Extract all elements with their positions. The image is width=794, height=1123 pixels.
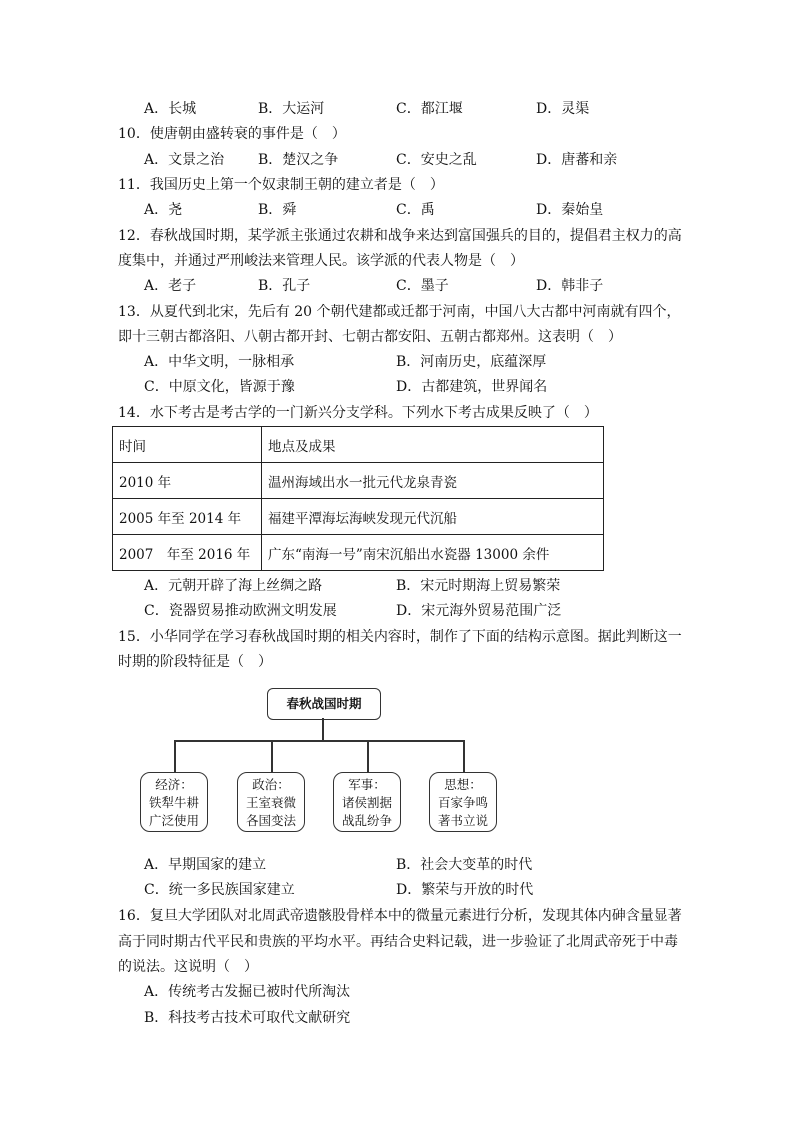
diagram-connector <box>367 740 369 772</box>
table-header-place: 地点及成果 <box>262 427 604 463</box>
table-row <box>113 535 604 571</box>
table-row <box>113 499 604 535</box>
box-line: 王室衰微 <box>245 795 296 810</box>
q9-option-d: D．灵渠 <box>536 101 590 117</box>
q10-option-b: B．楚汉之争 <box>258 152 339 168</box>
q9-option-b: B．大运河 <box>258 101 325 117</box>
q16-stem-line-3: 的说法。这说明（ ） <box>118 959 258 975</box>
q12-stem-line-1: 12．春秋战国时期，某学派主张通过农耕和战争来达到富国强兵的目的，提倡君主权力的高 <box>118 228 682 244</box>
q14-stem: 14．水下考古是考古学的一门新兴分支学科。下列水下考古成果反映了（ ） <box>118 405 598 421</box>
box-heading: 军事： <box>348 777 386 792</box>
box-line: 战乱纷争 <box>341 813 392 828</box>
q13-option-c: C．中原文化，皆源于豫 <box>144 379 295 395</box>
diagram-box-economy <box>140 772 208 832</box>
diagram-connector <box>463 740 465 772</box>
q13-option-b: B．河南历史，底蕴深厚 <box>396 354 547 370</box>
q12-option-b: B．孔子 <box>258 278 311 294</box>
q13-stem-line-2: 即十三朝古都洛阳、八朝古都开封、七朝古都安阳、五朝古都郑州。这表明（ ） <box>118 329 622 345</box>
q9-option-a: A．长城 <box>144 101 197 117</box>
q15-option-d: D．繁荣与开放的时代 <box>396 882 534 898</box>
q15-option-a: A．早期国家的建立 <box>144 857 267 873</box>
q16-stem-line-1: 16．复旦大学团队对北周武帝遗骸股骨样本中的微量元素进行分析，发现其体内砷含量显著 <box>118 908 682 924</box>
table-cell: 温州海域出水一批元代龙泉青瓷 <box>262 463 604 499</box>
q14-option-b: B．宋元时期海上贸易繁荣 <box>396 578 561 594</box>
diagram-connector <box>271 740 273 772</box>
diagram-connector <box>174 740 464 742</box>
diagram-box-thought <box>429 772 497 832</box>
diagram-box-politics <box>237 772 305 832</box>
table-cell: 2010 年 <box>113 463 262 499</box>
q14-table <box>112 426 604 571</box>
q14-option-c: C．瓷器贸易推动欧洲文明发展 <box>144 603 337 619</box>
box-heading: 思想： <box>444 777 482 792</box>
q15-option-b: B．社会大变革的时代 <box>396 857 533 873</box>
table-header-time: 时间 <box>113 427 262 463</box>
q11-option-a: A．尧 <box>144 202 183 218</box>
q12-option-a: A．老子 <box>144 278 197 294</box>
q11-stem: 11．我国历史上第一个奴隶制王朝的建立者是（ ） <box>118 177 444 193</box>
table-cell: 2007 年至 2016 年 <box>113 535 262 571</box>
q12-option-d: D．韩非子 <box>536 278 604 294</box>
box-line: 诸侯割据 <box>341 795 392 810</box>
structure-diagram <box>130 688 510 838</box>
q15-stem-line-2: 时期的阶段特征是（ ） <box>118 654 272 670</box>
q11-option-b: B．舜 <box>258 202 297 218</box>
diagram-connector <box>174 740 176 772</box>
q10-stem: 10．使唐朝由盛转衰的事件是（ ） <box>118 126 346 142</box>
box-heading: 政治： <box>252 777 290 792</box>
q12-option-c: C．墨子 <box>396 278 449 294</box>
table-row <box>113 463 604 499</box>
q13-option-a: A．中华文明，一脉相承 <box>144 354 295 370</box>
q13-option-d: D．古都建筑，世界闻名 <box>396 379 548 395</box>
q15-option-c: C．统一多民族国家建立 <box>144 882 295 898</box>
q16-option-a: A．传统考古发掘已被时代所淘汰 <box>144 984 351 1000</box>
box-line: 广泛使用 <box>148 813 199 828</box>
table-header-row <box>113 427 604 463</box>
box-line: 著书立说 <box>437 813 488 828</box>
q11-option-d: D．秦始皇 <box>536 202 604 218</box>
q16-option-b: B．科技考古技术可取代文献研究 <box>144 1010 351 1026</box>
diagram-box-military <box>333 772 401 832</box>
diagram-connector <box>322 718 324 740</box>
table-cell: 广东“南海一号”南宋沉船出水瓷器 13000 余件 <box>262 535 604 571</box>
table-cell: 2005 年至 2014 年 <box>113 499 262 535</box>
box-line: 各国变法 <box>245 813 296 828</box>
q9-option-c: C．都江堰 <box>396 101 463 117</box>
q13-stem-line-1: 13．从夏代到北宋，先后有 20 个朝代建都或迁都于河南，中国八大古都中河南就有四个， <box>118 304 681 320</box>
box-line: 铁犁牛耕 <box>148 795 199 810</box>
table-cell: 福建平潭海坛海峡发现元代沉船 <box>262 499 604 535</box>
q14-option-a: A．元朝开辟了海上丝绸之路 <box>144 578 323 594</box>
q10-option-a: A．文景之治 <box>144 152 225 168</box>
q14-option-d: D．宋元海外贸易范围广泛 <box>396 603 562 619</box>
q10-option-d: D．唐蕃和亲 <box>536 152 618 168</box>
box-heading: 经济： <box>155 777 193 792</box>
diagram-title-box: 春秋战国时期 <box>267 688 381 720</box>
q11-option-c: C．禹 <box>396 202 435 218</box>
q12-stem-line-2: 度集中，并通过严刑峻法来管理人民。该学派的代表人物是（ ） <box>118 253 524 269</box>
q16-stem-line-2: 高于同时期古代平民和贵族的平均水平。再结合史料记载，进一步验证了北周武帝死于中毒 <box>118 934 678 950</box>
q15-stem-line-1: 15．小华同学在学习春秋战国时期的相关内容时，制作了下面的结构示意图。据此判断这一 <box>118 629 682 645</box>
q10-option-c: C．安史之乱 <box>396 152 477 168</box>
box-line: 百家争鸣 <box>437 795 488 810</box>
